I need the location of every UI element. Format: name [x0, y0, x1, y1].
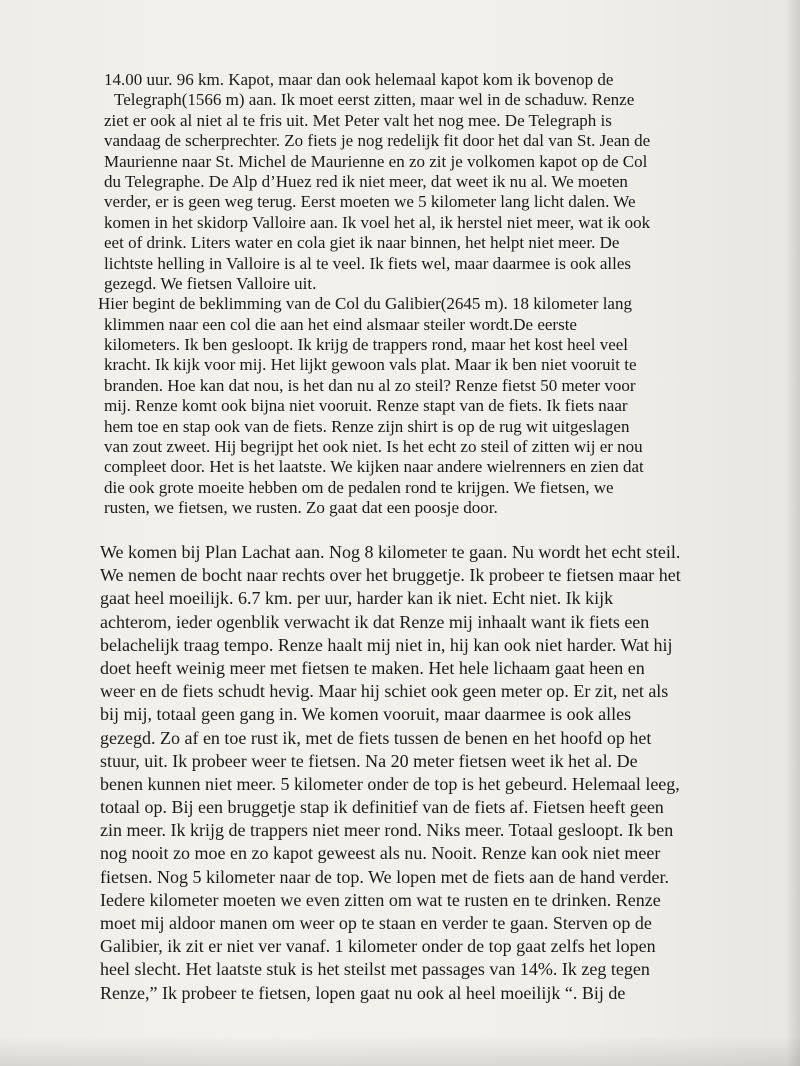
text-line: bij mij, totaal geen gang in. We komen vooruit, maar daarmee is ook alles — [100, 704, 632, 725]
text-line: gezegd. We fietsen Valloire uit. — [104, 273, 317, 293]
text-line: heel slecht. Het laatste stuk is het steilst met passages van 14%. Ik zeg tegen — [100, 959, 650, 980]
text-line: die ook grote moeite hebben om de pedalen rond te krijgen. We fietsen, we — [104, 477, 614, 497]
text-block-top — [98, 70, 788, 519]
text-line: klimmen naar een col die aan het eind alsmaar steiler wordt.De eerste — [104, 314, 577, 334]
page-bottom-shadow — [0, 1036, 800, 1066]
text-line: We nemen de bocht naar rechts over het bruggetje. Ik probeer te fietsen maar het — [100, 565, 681, 586]
text-line: Telegraph(1566 m) aan. Ik moet eerst zitten, maar wel in de schaduw. Renze — [114, 90, 635, 110]
text-line: Galibier, ik zit er niet ver vanaf. 1 kilometer onder de top gaat zelfs het lopen — [100, 936, 656, 957]
text-line: gezegd. Zo af en toe rust ik, met de fiets tussen de benen en het hoofd op het — [100, 727, 652, 748]
text-line: totaal op. Bij een bruggetje stap ik definitief van de fiets af. Fietsen heeft geen — [100, 797, 664, 818]
text-line: benen kunnen niet meer. 5 kilometer onder de top is het gebeurd. Helemaal leeg, — [100, 773, 680, 794]
text-line: kracht. Ik kijk voor mij. Het lijkt gewoon vals plat. Maar ik ben niet vooruit te — [104, 355, 637, 375]
text-line: nog nooit zo moe en zo kapot geweest als nu. Nooit. Renze kan ook niet meer — [100, 843, 661, 864]
text-line: achterom, ieder ogenblik verwacht ik dat Renze mij inhaalt want ik fiets een — [100, 611, 650, 632]
text-line: moet mij aldoor manen om weer op te staan en verder te gaan. Sterven op de — [100, 913, 652, 933]
text-line: kilometers. Ik ben gesloopt. Ik krijg de trappers rond, maar het kost heel veel — [104, 335, 629, 355]
text-line: doet heeft weinig meer met fietsen te maken. Het hele lichaam gaat heen en — [100, 657, 645, 678]
text-line: weer en de fiets schudt hevig. Maar hij schiet ook geen meter op. Er zit, net als — [100, 681, 669, 702]
text-line: belachelijk traag tempo. Renze haalt mij niet in, hij kan ook niet harder. Wat hij — [100, 634, 673, 655]
text-line: du Telegraphe. De Alp d’Huez red ik niet meer, dat weet ik nu al. We moeten — [104, 171, 628, 191]
text-line: hem toe en stap ook van de fiets. Renze zijn shirt is op de rug wit uitgeslagen — [104, 416, 630, 436]
text-line: komen in het skidorp Valloire aan. Ik voel het al, ik herstel niet meer, wat ik ook — [104, 212, 651, 232]
text-line: gaat heel moeilijk. 6.7 km. per uur, harder kan ik niet. Echt niet. Ik kijk — [100, 588, 614, 609]
text-line: Iedere kilometer moeten we even zitten om wat te rusten en te drinken. Renze — [100, 889, 661, 910]
text-line: lichtste helling in Valloire is al te veel. Ik fiets wel, maar daarmee is ook alles — [104, 253, 631, 273]
text-line: van zout zweet. Hij begrijpt het ook niet. Is het echt zo steil of zitten wij er nou — [104, 437, 643, 457]
text-line: vandaag de scherprechter. Zo fiets je nog redelijk fit door het dal van St. Jean de — [104, 131, 651, 151]
text-line: compleet door. Het is het laatste. We kijken naar andere wielrenners en zien dat — [104, 457, 644, 477]
paragraph-start-line: We komen bij Plan Lachat aan. Nog 8 kilometer te gaan. Nu wordt het echt steil. — [100, 542, 681, 562]
text-line: stuur, uit. Ik probeer weer te fietsen. Na 20 meter fietsen weet ik het al. De — [100, 750, 638, 771]
text-line: Maurienne naar St. Michel de Maurienne en zo zit je volkomen kapot op de Col — [104, 151, 648, 171]
text-line: ziet er ook al niet al te fris uit. Met Peter valt het nog mee. De Telegraph is — [104, 110, 612, 130]
paragraph-start-line: Hier begint de beklimming van de Col du Galibier(2645 m). 18 kilometer lang — [98, 294, 632, 314]
text-line: branden. Hoe kan dat nou, is het dan nu al zo steil? Renze fietst 50 meter voor — [104, 375, 636, 395]
text-line: mij. Renze komt ook bijna niet vooruit. Renze stapt van de fiets. Ik fiets naar — [104, 396, 628, 416]
text-line: zin meer. Ik krijg de trappers niet meer rond. Niks meer. Totaal gesloopt. Ik ben — [100, 820, 674, 841]
text-line: Renze,” Ik probeer te fietsen, lopen gaat nu ook al heel moeilijk “. Bij de — [100, 982, 626, 1003]
text-block-bottom — [100, 541, 790, 1005]
text-line: eet of drink. Liters water en cola giet ik naar binnen, het helpt niet meer. De — [104, 233, 620, 253]
text-line: fietsen. Nog 5 kilometer naar de top. We lopen met de fiets aan de hand verder. — [100, 866, 670, 887]
text-line: 14.00 uur. 96 km. Kapot, maar dan ook helemaal kapot kom ik bovenop de — [104, 70, 614, 89]
text-line: verder, er is geen weg terug. Eerst moeten we 5 kilometer lang licht dalen. We — [104, 192, 636, 212]
text-line: rusten, we fietsen, we rusten. Zo gaat dat een poosje door. — [104, 498, 498, 518]
